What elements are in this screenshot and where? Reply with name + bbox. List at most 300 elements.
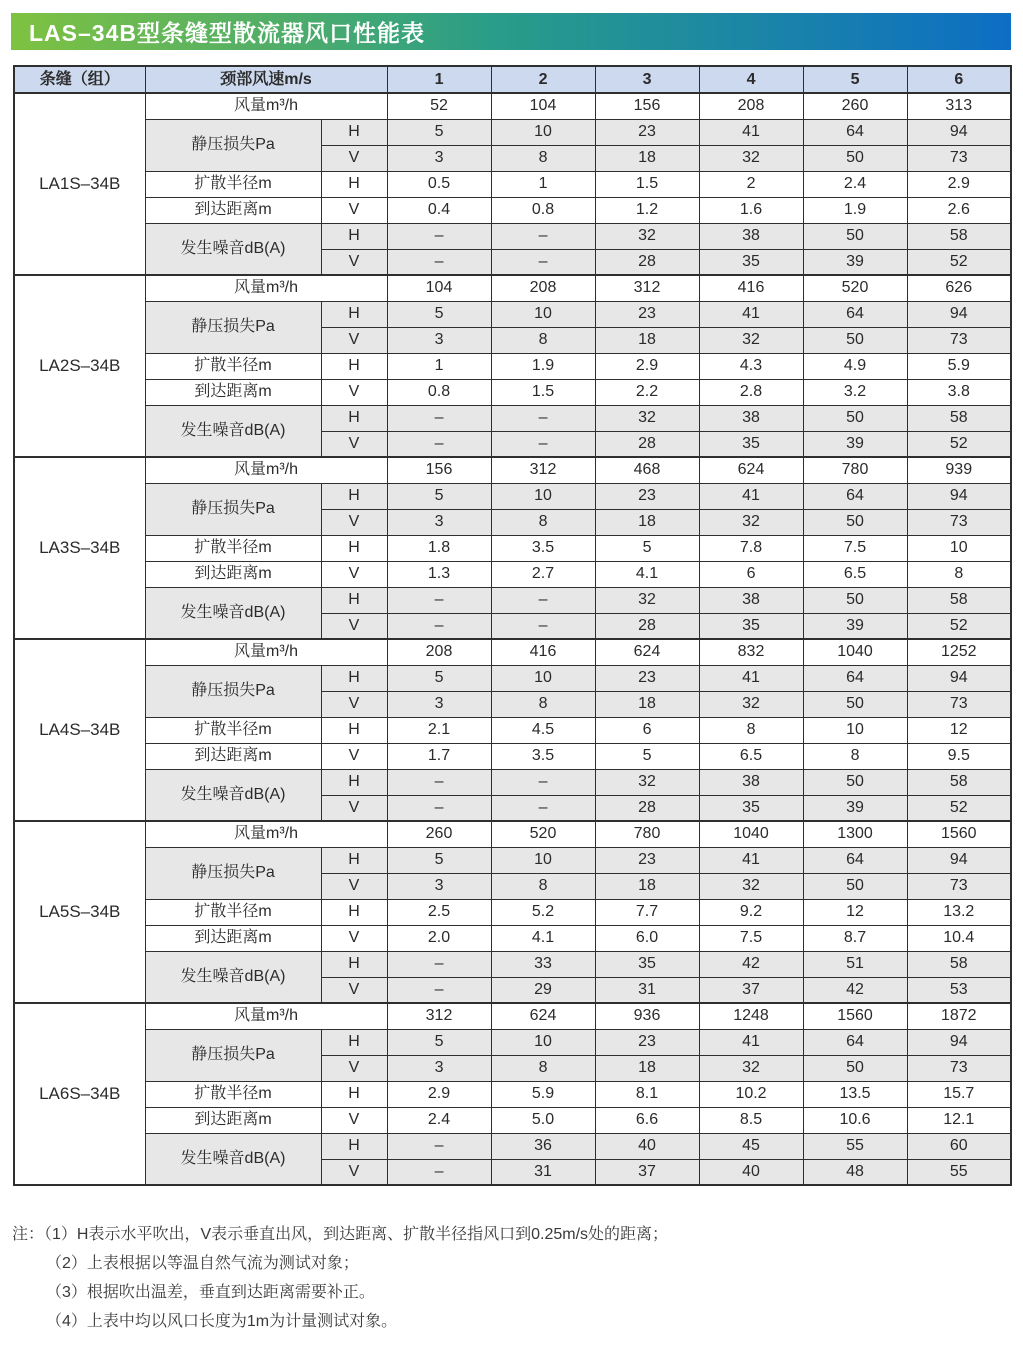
hv-cell: V [321, 1159, 387, 1185]
value-cell: 10.4 [907, 925, 1011, 951]
hv-cell: V [321, 873, 387, 899]
value-cell: 8 [491, 691, 595, 717]
group-name: LA2S–34B [14, 275, 145, 457]
value-cell: 5 [387, 301, 491, 327]
row-label-diffusion-radius: 扩散半径m [145, 717, 321, 743]
value-cell: 312 [387, 1003, 491, 1029]
value-cell: – [491, 769, 595, 795]
hv-cell: V [321, 977, 387, 1003]
value-cell: 51 [803, 951, 907, 977]
table-row [14, 275, 1011, 301]
table-row [14, 743, 1011, 769]
value-cell: 5 [595, 535, 699, 561]
table-row [14, 1081, 1011, 1107]
value-cell: – [387, 951, 491, 977]
value-cell: 1.9 [491, 353, 595, 379]
value-cell: 18 [595, 873, 699, 899]
table-row [14, 1029, 1011, 1055]
value-cell: 64 [803, 483, 907, 509]
value-cell: 10.2 [699, 1081, 803, 1107]
value-cell: 50 [803, 691, 907, 717]
row-label-airflow: 风量m³/h [145, 93, 387, 119]
value-cell: 0.8 [491, 197, 595, 223]
group-name: LA4S–34B [14, 639, 145, 821]
value-cell: 10.6 [803, 1107, 907, 1133]
value-cell: 1.2 [595, 197, 699, 223]
value-cell: 416 [699, 275, 803, 301]
value-cell: 58 [907, 951, 1011, 977]
table-row [14, 561, 1011, 587]
value-cell: 2.9 [595, 353, 699, 379]
header-slot-group: 条缝（组） [14, 66, 145, 93]
hv-cell: V [321, 1055, 387, 1081]
value-cell: 6.0 [595, 925, 699, 951]
value-cell: 38 [699, 223, 803, 249]
header-speed-2: 2 [491, 66, 595, 93]
hv-cell: H [321, 301, 387, 327]
value-cell: 23 [595, 847, 699, 873]
value-cell: 4.5 [491, 717, 595, 743]
row-label-static-pressure: 静压损失Pa [145, 301, 321, 353]
value-cell: – [491, 795, 595, 821]
value-cell: 5.2 [491, 899, 595, 925]
value-cell: 32 [699, 509, 803, 535]
value-cell: 5.9 [491, 1081, 595, 1107]
row-label-reach-distance: 到达距离m [145, 925, 321, 951]
value-cell: 15.7 [907, 1081, 1011, 1107]
value-cell: 35 [595, 951, 699, 977]
note-item-2: （2）上表根据以等温自然气流为测试对象； [46, 1255, 359, 1272]
hv-cell: V [321, 743, 387, 769]
value-cell: 41 [699, 1029, 803, 1055]
table-row [14, 353, 1011, 379]
group-name: LA3S–34B [14, 457, 145, 639]
row-label-noise: 发生噪音dB(A) [145, 405, 321, 457]
table-row [14, 197, 1011, 223]
hv-cell: H [321, 119, 387, 145]
row-label-diffusion-radius: 扩散半径m [145, 899, 321, 925]
value-cell: 50 [803, 509, 907, 535]
value-cell: 1248 [699, 1003, 803, 1029]
value-cell: 40 [595, 1133, 699, 1159]
value-cell: 13.2 [907, 899, 1011, 925]
value-cell: 73 [907, 1055, 1011, 1081]
value-cell: 64 [803, 119, 907, 145]
value-cell: 50 [803, 223, 907, 249]
value-cell: 208 [491, 275, 595, 301]
value-cell: 9.2 [699, 899, 803, 925]
value-cell: 2.5 [387, 899, 491, 925]
note-item-3: （3）根据吹出温差，垂直到达距离需要补正。 [46, 1284, 375, 1301]
value-cell: 55 [803, 1133, 907, 1159]
row-label-noise: 发生噪音dB(A) [145, 587, 321, 639]
table-row [14, 171, 1011, 197]
value-cell: 32 [699, 327, 803, 353]
value-cell: 58 [907, 223, 1011, 249]
value-cell: 1.5 [595, 171, 699, 197]
value-cell: 35 [699, 613, 803, 639]
row-label-airflow: 风量m³/h [145, 1003, 387, 1029]
table-row [14, 1107, 1011, 1133]
group-name: LA6S–34B [14, 1003, 145, 1185]
value-cell: 7.7 [595, 899, 699, 925]
value-cell: 624 [595, 639, 699, 665]
value-cell: 32 [595, 769, 699, 795]
group-name: LA1S–34B [14, 93, 145, 275]
hv-cell: V [321, 613, 387, 639]
row-label-reach-distance: 到达距离m [145, 561, 321, 587]
table-row [14, 1003, 1011, 1029]
header-neck-velocity: 颈部风速m/s [145, 66, 387, 93]
hv-cell: H [321, 587, 387, 613]
hv-cell: V [321, 795, 387, 821]
table-row [14, 639, 1011, 665]
value-cell: 50 [803, 145, 907, 171]
hv-cell: V [321, 327, 387, 353]
table-row [14, 405, 1011, 431]
value-cell: 3 [387, 691, 491, 717]
table-row [14, 821, 1011, 847]
value-cell: 8 [491, 873, 595, 899]
hv-cell: V [321, 561, 387, 587]
value-cell: – [387, 613, 491, 639]
value-cell: 32 [595, 587, 699, 613]
title-bar [11, 13, 1011, 50]
value-cell: 6 [699, 561, 803, 587]
hv-cell: V [321, 197, 387, 223]
value-cell: 4.1 [491, 925, 595, 951]
value-cell: 73 [907, 509, 1011, 535]
value-cell: 28 [595, 613, 699, 639]
table-row [14, 223, 1011, 249]
value-cell: 10 [803, 717, 907, 743]
value-cell: 38 [699, 769, 803, 795]
table-row [14, 665, 1011, 691]
row-label-reach-distance: 到达距离m [145, 197, 321, 223]
row-label-noise: 发生噪音dB(A) [145, 223, 321, 275]
value-cell: 104 [387, 275, 491, 301]
value-cell: 260 [387, 821, 491, 847]
table-row [14, 483, 1011, 509]
value-cell: 73 [907, 691, 1011, 717]
value-cell: 4.3 [699, 353, 803, 379]
value-cell: 5 [387, 483, 491, 509]
value-cell: 52 [907, 249, 1011, 275]
value-cell: 31 [491, 1159, 595, 1185]
table-row [14, 457, 1011, 483]
value-cell: 313 [907, 93, 1011, 119]
hv-cell: H [321, 665, 387, 691]
value-cell: 50 [803, 327, 907, 353]
value-cell: – [491, 613, 595, 639]
value-cell: 780 [803, 457, 907, 483]
hv-cell: H [321, 899, 387, 925]
row-label-airflow: 风量m³/h [145, 457, 387, 483]
value-cell: 64 [803, 847, 907, 873]
value-cell: 8 [491, 509, 595, 535]
value-cell: 5 [387, 119, 491, 145]
hv-cell: H [321, 535, 387, 561]
note-line-1 [12, 1220, 1023, 1249]
value-cell: 936 [595, 1003, 699, 1029]
header-speed-5: 5 [803, 66, 907, 93]
value-cell: 50 [803, 587, 907, 613]
value-cell: 3 [387, 1055, 491, 1081]
value-cell: 1560 [907, 821, 1011, 847]
value-cell: 18 [595, 691, 699, 717]
value-cell: 23 [595, 665, 699, 691]
value-cell: 35 [699, 249, 803, 275]
value-cell: 18 [595, 145, 699, 171]
value-cell: 35 [699, 431, 803, 457]
hv-cell: V [321, 145, 387, 171]
value-cell: 58 [907, 769, 1011, 795]
value-cell: 0.8 [387, 379, 491, 405]
value-cell: 520 [803, 275, 907, 301]
value-cell: 6 [595, 717, 699, 743]
header-speed-4: 4 [699, 66, 803, 93]
value-cell: 2.0 [387, 925, 491, 951]
hv-cell: H [321, 405, 387, 431]
value-cell: 8.5 [699, 1107, 803, 1133]
value-cell: 2.9 [387, 1081, 491, 1107]
value-cell: 52 [907, 431, 1011, 457]
value-cell: 6.5 [803, 561, 907, 587]
row-label-reach-distance: 到达距离m [145, 379, 321, 405]
value-cell: 1040 [699, 821, 803, 847]
header-speed-1: 1 [387, 66, 491, 93]
value-cell: 94 [907, 301, 1011, 327]
value-cell: 156 [595, 93, 699, 119]
row-label-diffusion-radius: 扩散半径m [145, 171, 321, 197]
table-row [14, 925, 1011, 951]
value-cell: – [491, 587, 595, 613]
value-cell: – [491, 431, 595, 457]
value-cell: 416 [491, 639, 595, 665]
value-cell: 94 [907, 483, 1011, 509]
value-cell: – [387, 223, 491, 249]
value-cell: 5 [387, 665, 491, 691]
value-cell: 94 [907, 1029, 1011, 1055]
value-cell: 9.5 [907, 743, 1011, 769]
value-cell: 10 [491, 665, 595, 691]
value-cell: 1.6 [699, 197, 803, 223]
value-cell: 3 [387, 327, 491, 353]
hv-cell: V [321, 1107, 387, 1133]
value-cell: 39 [803, 431, 907, 457]
value-cell: – [387, 977, 491, 1003]
value-cell: 23 [595, 301, 699, 327]
value-cell: 156 [387, 457, 491, 483]
value-cell: 8 [491, 145, 595, 171]
value-cell: 32 [699, 691, 803, 717]
value-cell: 312 [595, 275, 699, 301]
value-cell: 28 [595, 431, 699, 457]
value-cell: 37 [595, 1159, 699, 1185]
performance-table [13, 65, 1012, 1186]
hv-cell: H [321, 1081, 387, 1107]
value-cell: 1560 [803, 1003, 907, 1029]
value-cell: 1252 [907, 639, 1011, 665]
value-cell: 39 [803, 795, 907, 821]
value-cell: 73 [907, 145, 1011, 171]
hv-cell: H [321, 1133, 387, 1159]
hv-cell: H [321, 483, 387, 509]
value-cell: 64 [803, 1029, 907, 1055]
value-cell: 64 [803, 665, 907, 691]
value-cell: 8 [907, 561, 1011, 587]
row-label-reach-distance: 到达距离m [145, 743, 321, 769]
value-cell: 52 [907, 795, 1011, 821]
value-cell: 52 [387, 93, 491, 119]
value-cell: 2 [699, 171, 803, 197]
value-cell: 7.8 [699, 535, 803, 561]
value-cell: 1.3 [387, 561, 491, 587]
page [0, 13, 1023, 1336]
value-cell: 3.8 [907, 379, 1011, 405]
value-cell: 1.7 [387, 743, 491, 769]
value-cell: 41 [699, 847, 803, 873]
value-cell: 104 [491, 93, 595, 119]
row-label-diffusion-radius: 扩散半径m [145, 535, 321, 561]
value-cell: 208 [699, 93, 803, 119]
value-cell: 42 [699, 951, 803, 977]
hv-cell: V [321, 379, 387, 405]
value-cell: 208 [387, 639, 491, 665]
hv-cell: H [321, 951, 387, 977]
value-cell: 37 [699, 977, 803, 1003]
value-cell: 3 [387, 509, 491, 535]
note-item-1: （1）H表示水平吹出，V表示垂直出风，到达距离、扩散半径指风口到0.25m/s处的距离； [44, 1226, 669, 1243]
table-row [14, 1133, 1011, 1159]
hv-cell: V [321, 249, 387, 275]
value-cell: 10 [491, 483, 595, 509]
value-cell: 94 [907, 119, 1011, 145]
value-cell: 7.5 [699, 925, 803, 951]
header-speed-6: 6 [907, 66, 1011, 93]
value-cell: 41 [699, 119, 803, 145]
value-cell: 1.5 [491, 379, 595, 405]
value-cell: 1 [491, 171, 595, 197]
table-header-row [14, 66, 1011, 93]
value-cell: 8 [803, 743, 907, 769]
value-cell: 53 [907, 977, 1011, 1003]
value-cell: 64 [803, 301, 907, 327]
value-cell: 94 [907, 847, 1011, 873]
hv-cell: H [321, 171, 387, 197]
value-cell: 50 [803, 1055, 907, 1081]
row-label-static-pressure: 静压损失Pa [145, 119, 321, 171]
value-cell: 2.1 [387, 717, 491, 743]
value-cell: 18 [595, 1055, 699, 1081]
value-cell: 28 [595, 249, 699, 275]
value-cell: – [387, 1159, 491, 1185]
value-cell: 0.4 [387, 197, 491, 223]
table-row [14, 587, 1011, 613]
row-label-static-pressure: 静压损失Pa [145, 665, 321, 717]
value-cell: 58 [907, 587, 1011, 613]
value-cell: 1.9 [803, 197, 907, 223]
value-cell: 33 [491, 951, 595, 977]
hv-cell: H [321, 223, 387, 249]
value-cell: 50 [803, 769, 907, 795]
value-cell: 1 [387, 353, 491, 379]
value-cell: 32 [699, 873, 803, 899]
value-cell: – [491, 223, 595, 249]
value-cell: 29 [491, 977, 595, 1003]
value-cell: 31 [595, 977, 699, 1003]
value-cell: 18 [595, 509, 699, 535]
value-cell: 8.7 [803, 925, 907, 951]
value-cell: – [387, 249, 491, 275]
value-cell: 3.5 [491, 535, 595, 561]
value-cell: 94 [907, 665, 1011, 691]
value-cell: 468 [595, 457, 699, 483]
notes-section [12, 1220, 1023, 1336]
value-cell: 5 [387, 847, 491, 873]
value-cell: 780 [595, 821, 699, 847]
page-title: LAS–34B型条缝型散流器风口性能表 [29, 20, 425, 46]
table-row [14, 301, 1011, 327]
value-cell: 1872 [907, 1003, 1011, 1029]
value-cell: 8.1 [595, 1081, 699, 1107]
row-label-diffusion-radius: 扩散半径m [145, 353, 321, 379]
value-cell: 13.5 [803, 1081, 907, 1107]
value-cell: 1300 [803, 821, 907, 847]
value-cell: 10 [491, 301, 595, 327]
value-cell: 260 [803, 93, 907, 119]
value-cell: 2.9 [907, 171, 1011, 197]
value-cell: 23 [595, 119, 699, 145]
value-cell: 39 [803, 249, 907, 275]
value-cell: 50 [803, 873, 907, 899]
hv-cell: V [321, 691, 387, 717]
value-cell: 7.5 [803, 535, 907, 561]
value-cell: 55 [907, 1159, 1011, 1185]
value-cell: 5.9 [907, 353, 1011, 379]
value-cell: 10 [907, 535, 1011, 561]
value-cell: 626 [907, 275, 1011, 301]
value-cell: – [387, 769, 491, 795]
table-row [14, 951, 1011, 977]
row-label-diffusion-radius: 扩散半径m [145, 1081, 321, 1107]
table-row [14, 379, 1011, 405]
table-row [14, 119, 1011, 145]
value-cell: 5.0 [491, 1107, 595, 1133]
table-row [14, 769, 1011, 795]
value-cell: 48 [803, 1159, 907, 1185]
value-cell: 73 [907, 327, 1011, 353]
value-cell: 4.9 [803, 353, 907, 379]
value-cell: 832 [699, 639, 803, 665]
value-cell: 4.1 [595, 561, 699, 587]
row-label-static-pressure: 静压损失Pa [145, 1029, 321, 1081]
value-cell: 2.4 [387, 1107, 491, 1133]
value-cell: – [387, 587, 491, 613]
value-cell: 5 [387, 1029, 491, 1055]
value-cell: 8 [491, 1055, 595, 1081]
row-label-noise: 发生噪音dB(A) [145, 1133, 321, 1185]
value-cell: – [387, 405, 491, 431]
value-cell: 1040 [803, 639, 907, 665]
row-label-reach-distance: 到达距离m [145, 1107, 321, 1133]
value-cell: 73 [907, 873, 1011, 899]
row-label-noise: 发生噪音dB(A) [145, 769, 321, 821]
hv-cell: V [321, 431, 387, 457]
table-row [14, 93, 1011, 119]
value-cell: 6.6 [595, 1107, 699, 1133]
value-cell: – [491, 249, 595, 275]
